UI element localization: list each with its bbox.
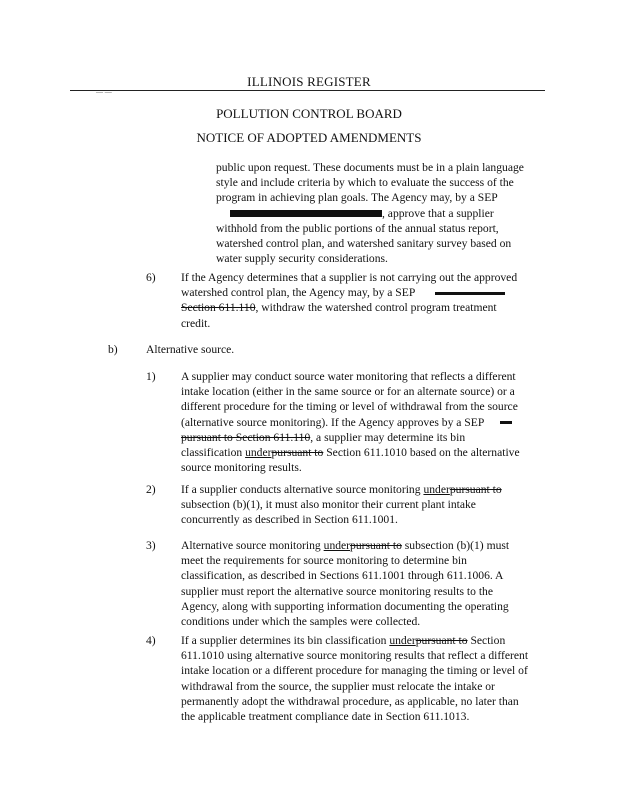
section-b-label: b) bbox=[108, 343, 118, 356]
item-4-text: If a supplier determines its bin classification underpursuant to Section 611.1010 using alternative source monitoring results that reflect a different intake location or a different procedure for managing the timing or level of withdrawal from the source, the supplier must relocate the intake or permanently adopt the withdrawal procedure, as applicable, no later than the applicable treatment compliance date in Section 611.1013. bbox=[181, 634, 529, 724]
item-6-text: If the Agency determines that a supplier is not carrying out the approved watershed control plan, the Agency may, by a SEP Section 611.110, withdraw the watershed control program treatment credit. bbox=[181, 271, 518, 330]
header-mark: — — bbox=[96, 88, 112, 96]
board-name: POLLUTION CONTROL BOARD bbox=[216, 106, 402, 121]
item-1-number: 1) bbox=[146, 370, 156, 383]
item-3-number: 3) bbox=[146, 539, 156, 552]
item-3-text: Alternative source monitoring underpursuant to subsection (b)(1) must meet the requirements for source monitoring to determine bin classification, as described in Sections 611.1001 through 611.1006. A supplier must report the alternative source monitoring results to the Agency, along with supporting information documenting the operating conditions under which the samples were collected. bbox=[181, 539, 510, 629]
item-4-number: 4) bbox=[146, 634, 156, 647]
item-6-number: 6) bbox=[146, 271, 156, 284]
register-title: ILLINOIS REGISTER bbox=[247, 74, 371, 89]
redaction-mark bbox=[230, 210, 382, 217]
continuation-paragraph: public upon request. These documents must be in a plain language style and include criteria by which to evaluate the success of the program in achieving plan goals. The Agency may, by a SEP , approve that a supplier withhold from the public portions of the annual status report, watershed control plan, and watershed sanitary survey based on water supply security considerations. bbox=[216, 161, 524, 266]
redaction-mark bbox=[500, 421, 512, 424]
section-b-title: Alternative source. bbox=[146, 343, 235, 356]
item-2-number: 2) bbox=[146, 483, 156, 496]
item-1-text: A supplier may conduct source water monitoring that reflects a different intake location (either in the same source or for an alternate source) or a different procedure for the timing or level of withdrawal from the source (alternative source monitoring). If the Agency approves by a SEP pursuant to Section 611.110, a supplier may determine its bin classification underpursuant to Section 611.1010 based on the alternative source monitoring results. bbox=[181, 370, 520, 475]
notice-title: NOTICE OF ADOPTED AMENDMENTS bbox=[196, 130, 422, 145]
item-2-text: If a supplier conducts alternative source monitoring underpursuant to subsection (b)(1), it must also monitor their current plant intake concurrently as described in Section 611.1001. bbox=[181, 483, 502, 527]
header-rule bbox=[70, 90, 545, 91]
redaction-mark bbox=[435, 292, 505, 295]
